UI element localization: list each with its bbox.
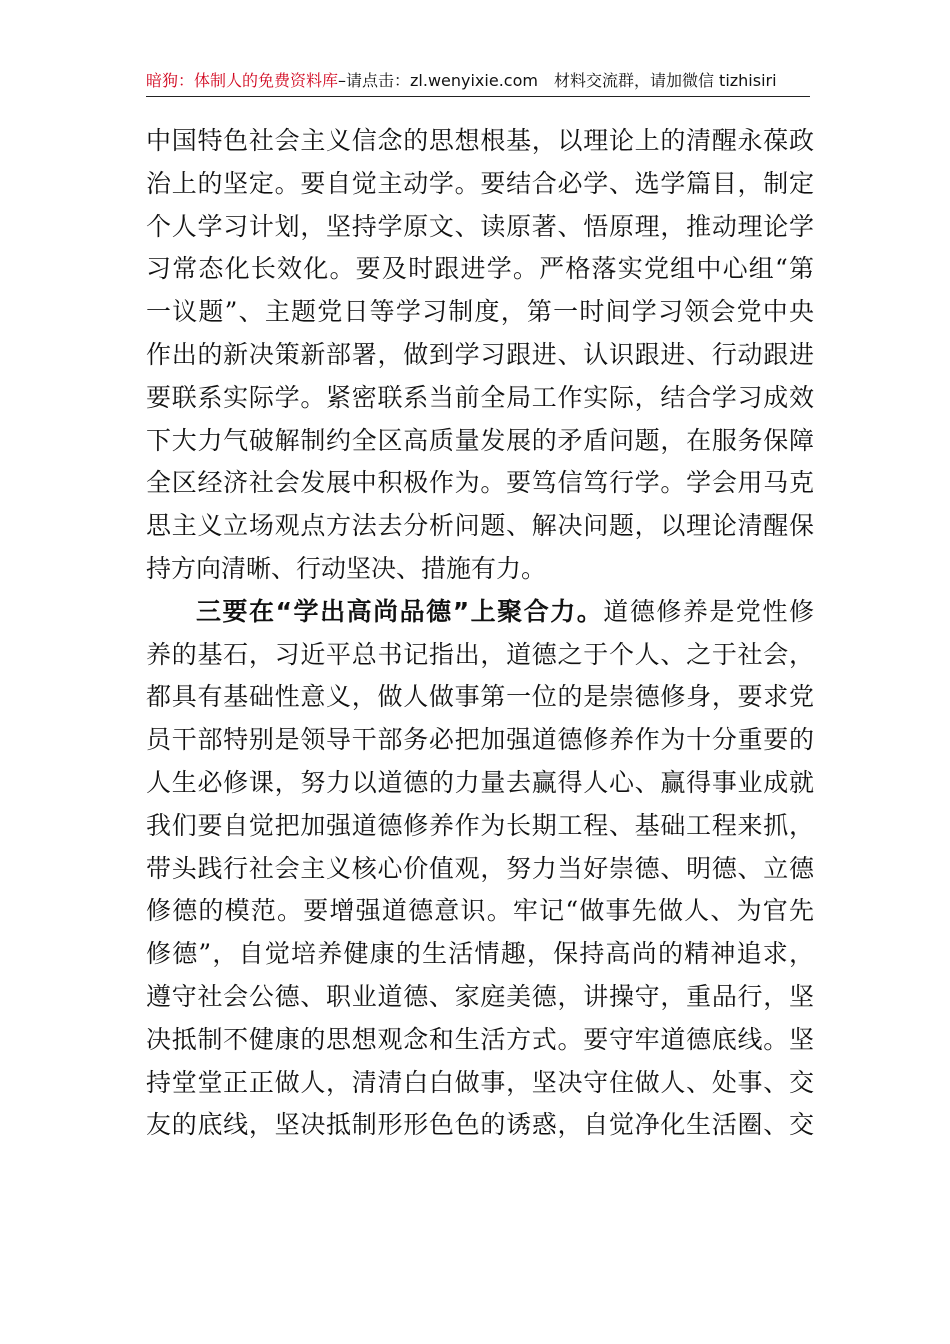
- text-line: 持堂堂正正做人，清清白白做事，坚决守住做人、处事、交: [146, 1067, 814, 1097]
- text-line: 修德”，自觉培养健康的生活情趣，保持高尚的精神追求，: [146, 939, 814, 969]
- text-line: 带头践行社会主义核心价值观，努力当好崇德、明德、立德: [146, 853, 814, 883]
- text-line: 养的基石，习近平总书记指出，道德之于个人、之于社会，: [146, 639, 814, 669]
- text-line: 遵守社会公德、职业道德、家庭美德，讲操守，重品行，坚: [146, 981, 814, 1011]
- paragraph-heading: 三要在“学出高尚品德”上聚合力。: [196, 596, 604, 626]
- paragraph-first-rest: 道德修养是党性修: [603, 596, 814, 626]
- text-line: 全区经济社会发展中积极作为。要笃信笃行学。学会用马克: [146, 468, 814, 498]
- text-line: 一议题”、主题党日等学习制度，第一时间学习领会党中央: [146, 297, 814, 327]
- text-line: 思主义立场观点方法去分析问题、解决问题，以理论清醒保: [146, 511, 814, 541]
- text-line: 作出的新决策新部署，做到学习跟进、认识跟进、行动跟进: [146, 339, 814, 369]
- document-body: [146, 120, 814, 1147]
- header-brand: 暗狗：体制人的免费资料库: [146, 71, 339, 90]
- text-line: 习常态化长效化。要及时跟进学。严格落实党组中心组“第: [146, 254, 814, 284]
- text-line: 决抵制不健康的思想观念和生活方式。要守牢道德底线。坚: [146, 1024, 814, 1054]
- text-line: 修德的模范。要增强道德意识。牢记“做事先做人、为官先: [146, 896, 814, 926]
- text-line: 中国特色社会主义信念的思想根基，以理论上的清醒永葆政: [146, 126, 814, 155]
- text-line: 员干部特别是领导干部务必把加强道德修养作为十分重要的: [146, 725, 814, 755]
- text-line: 都具有基础性意义，做人做事第一位的是崇德修身，要求党: [146, 682, 814, 712]
- text-line: 持方向清晰、行动坚决、措施有力。: [146, 553, 547, 583]
- text-line: 下大力气破解制约全区高质量发展的矛盾问题，在服务保障: [146, 425, 814, 455]
- page-header: [146, 66, 810, 97]
- paragraph-first-line: [146, 591, 814, 634]
- text-line: 要联系实际学。紧密联系当前全局工作实际，结合学习成效: [146, 382, 814, 412]
- text-line: 人生必修课，努力以道德的力量去赢得人心、赢得事业成就: [146, 767, 814, 797]
- header-link-text[interactable]: –请点击：zl.wenyixie.com: [338, 71, 538, 90]
- text-line: 治上的坚定。要自觉主动学。要结合必学、选学篇目，制定: [146, 168, 814, 198]
- text-line: 我们要自觉把加强道德修养作为长期工程、基础工程来抓，: [146, 810, 814, 840]
- text-line: 友的底线，坚决抵制形形色色的诱惑，自觉净化生活圈、交: [146, 1110, 814, 1140]
- header-contact: 材料交流群，请加微信 tizhisiri: [553, 71, 777, 90]
- text-line: 个人学习计划，坚持学原文、读原著、悟原理，推动理论学: [146, 211, 814, 241]
